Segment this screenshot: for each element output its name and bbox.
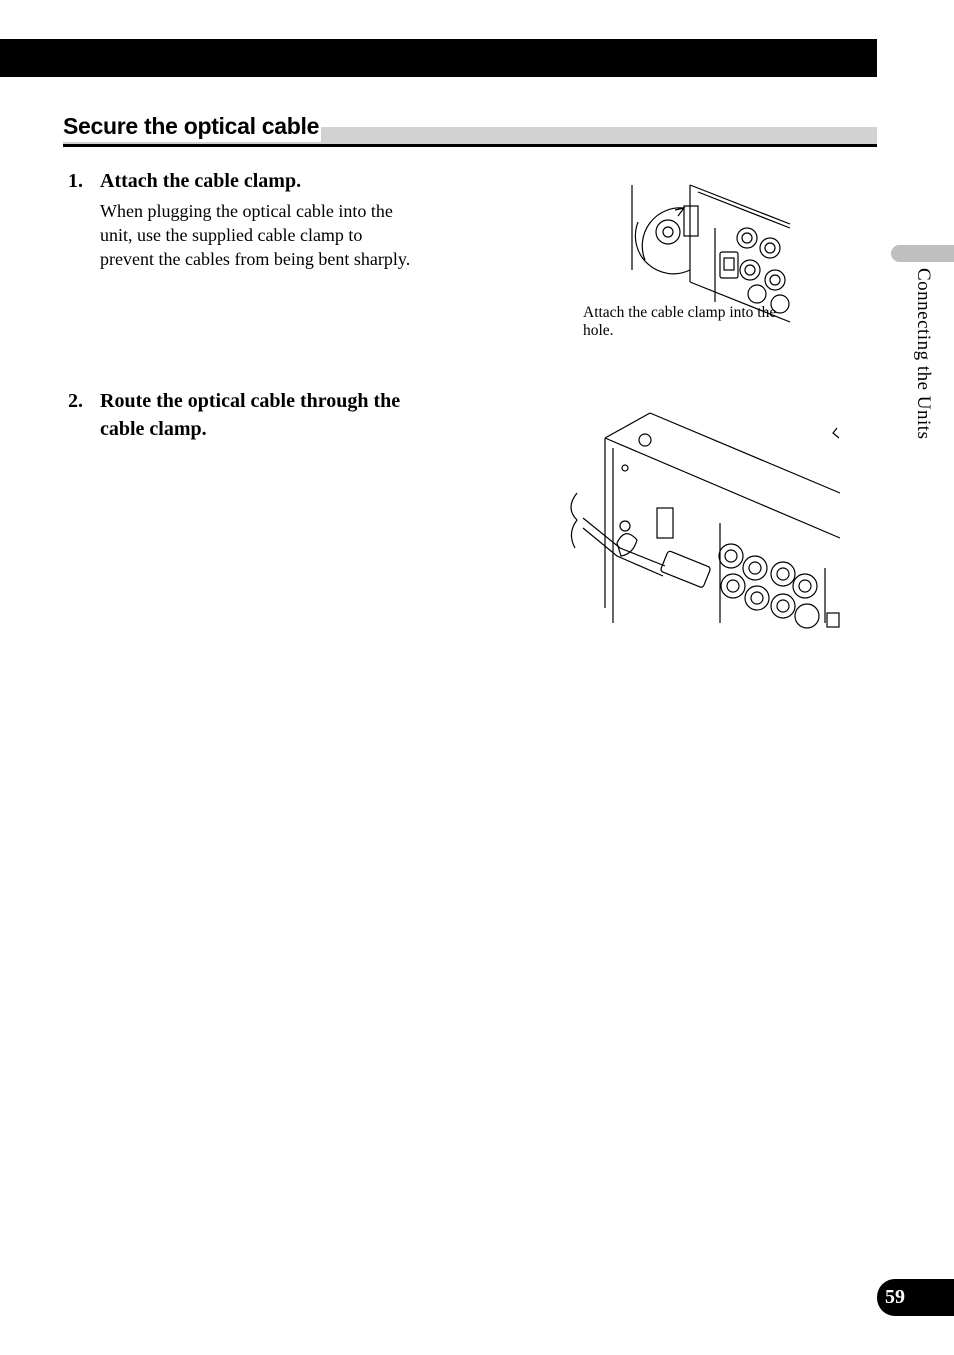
- figure-1-caption: Attach the cable clamp into the hole.: [583, 304, 777, 339]
- step-1-title: Attach the cable clamp.: [100, 170, 302, 192]
- step-2-title: Route the optical cable through the cable clamp.: [100, 390, 401, 440]
- step-1-body: When plugging the optical cable into the unit, use the supplied cable clamp to prevent the cables from being bent sharply.: [100, 201, 411, 269]
- step-1-number: 1.: [68, 170, 83, 192]
- chapter-side-tab: [891, 245, 954, 262]
- section-title: Secure the optical cable: [63, 110, 321, 142]
- cable-routing-illustration: [555, 408, 845, 630]
- step-2-number: 2.: [68, 390, 83, 412]
- section-heading-rule: [63, 144, 877, 147]
- header-bar: [0, 39, 877, 77]
- page-number: 59: [877, 1279, 954, 1316]
- chapter-side-label: Connecting the Units: [913, 268, 934, 440]
